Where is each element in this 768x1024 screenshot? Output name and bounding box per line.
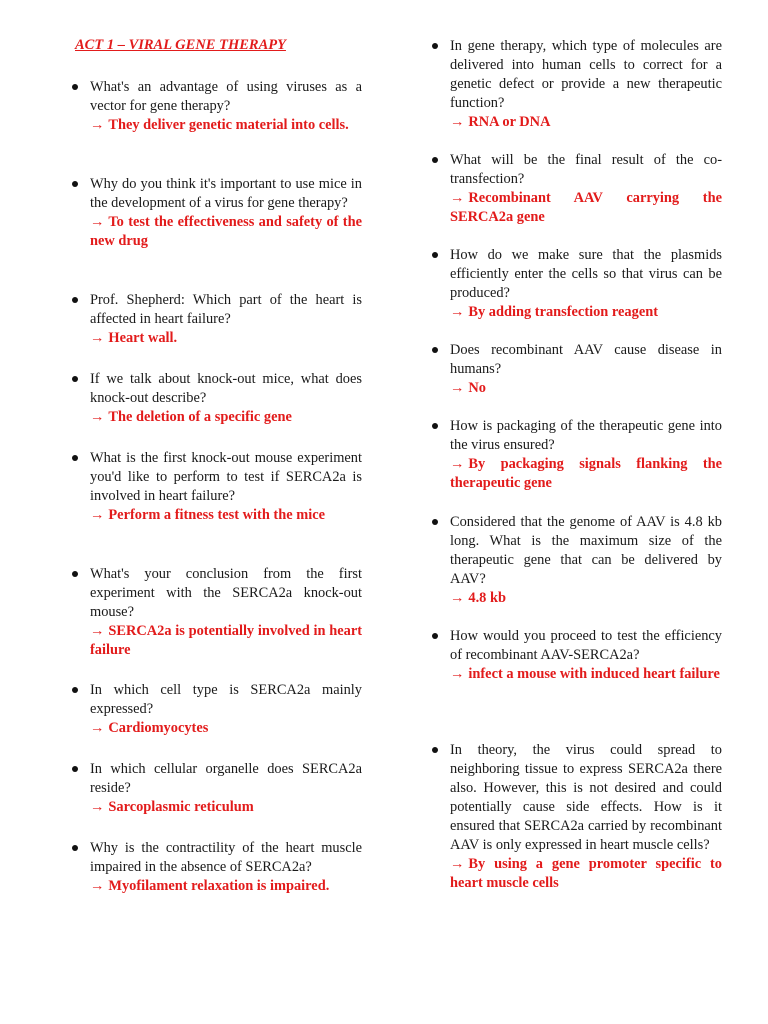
- question-text: If we talk about knock-out mice, what does knock-out describe?: [90, 371, 362, 406]
- qa-item: [432, 151, 722, 227]
- arrow-icon: →: [450, 590, 465, 606]
- answer-text: → Cardiomyocytes: [90, 720, 209, 736]
- question-text: What's an advantage of using viruses as a vector for gene therapy?: [90, 79, 362, 114]
- bullet-icon: [72, 766, 78, 772]
- answer-text: → By using a gene promoter specific to heart muscle cells: [450, 856, 722, 891]
- answer-text: → 4.8 kb: [450, 590, 506, 606]
- qa-item: [72, 565, 362, 660]
- question-text: How would you proceed to test the efficiency of recombinant AAV-SERCA2a?: [450, 628, 722, 663]
- qa-item: [72, 839, 362, 896]
- arrow-icon: →: [90, 720, 105, 736]
- qa-item: [432, 741, 722, 893]
- answer-text: → SERCA2a is potentially involved in heart failure: [90, 623, 362, 658]
- arrow-icon: →: [450, 856, 465, 872]
- answer-text: → infect a mouse with induced heart failure: [450, 666, 720, 682]
- question-text: Considered that the genome of AAV is 4.8 kb long. What is the maximum size of the therapeutic gene that can be delivered by AAV?: [450, 514, 722, 587]
- bullet-icon: [432, 347, 438, 353]
- bullet-icon: [432, 423, 438, 429]
- bullet-icon: [72, 297, 78, 303]
- answer-text: → They deliver genetic material into cells.: [90, 117, 349, 133]
- arrow-icon: →: [450, 380, 465, 396]
- bullet-icon: [432, 252, 438, 258]
- bullet-icon: [432, 519, 438, 525]
- arrow-icon: →: [450, 114, 465, 130]
- answer-text: → Myofilament relaxation is impaired.: [90, 878, 330, 894]
- answer-text: → By packaging signals flanking the therapeutic gene: [450, 456, 722, 491]
- question-text: What will be the final result of the co-transfection?: [450, 152, 722, 187]
- answer-text: → RNA or DNA: [450, 114, 551, 130]
- arrow-icon: →: [450, 456, 465, 472]
- arrow-icon: →: [90, 799, 105, 815]
- question-text: What's your conclusion from the first experiment with the SERCA2a knock-out mouse?: [90, 566, 362, 620]
- qa-item: [72, 78, 362, 135]
- question-text: In theory, the virus could spread to neighboring tissue to express SERCA2a there also. However, this is not desired and could potentially cause side effects. How is it ensured that SERCA2a carried by recombinant AAV is only expressed in heart muscle cells?: [450, 742, 722, 853]
- bullet-icon: [432, 633, 438, 639]
- qa-item: [432, 627, 722, 684]
- question-text: How do we make sure that the plasmids efficiently enter the cells so that virus can be produced?: [450, 247, 722, 301]
- qa-item: [72, 681, 362, 738]
- question-text: Why do you think it's important to use mice in the development of a virus for gene therapy?: [90, 176, 362, 211]
- answer-text: → Heart wall.: [90, 330, 178, 346]
- answer-text: → By adding transfection reagent: [450, 304, 658, 320]
- question-text: What is the first knock-out mouse experiment you'd like to perform to test if SERCA2a is involved in heart failure?: [90, 450, 362, 504]
- qa-item: [72, 370, 362, 427]
- arrow-icon: →: [90, 214, 105, 230]
- qa-item: [72, 291, 362, 348]
- question-text: Why is the contractility of the heart muscle impaired in the absence of SERCA2a?: [90, 840, 362, 875]
- bullet-icon: [72, 571, 78, 577]
- arrow-icon: →: [90, 623, 105, 639]
- arrow-icon: →: [90, 878, 105, 894]
- answer-text: → To test the effectiveness and safety of the new drug: [90, 214, 362, 249]
- qa-item: [432, 37, 722, 132]
- answer-text: → Recombinant AAV carrying the SERCA2a gene: [450, 190, 722, 225]
- answer-text: → The deletion of a specific gene: [90, 409, 292, 425]
- arrow-icon: →: [90, 507, 105, 523]
- bullet-icon: [432, 157, 438, 163]
- qa-item: [72, 175, 362, 251]
- question-text: In gene therapy, which type of molecules are delivered into human cells to correct for a genetic defect or provide a new therapeutic function?: [450, 38, 722, 111]
- qa-item: [72, 760, 362, 817]
- bullet-icon: [72, 181, 78, 187]
- question-text: Does recombinant AAV cause disease in humans?: [450, 342, 722, 377]
- qa-item: [72, 449, 362, 525]
- arrow-icon: →: [450, 304, 465, 320]
- page-title: ACT 1 – VIRAL GENE THERAPY: [75, 37, 286, 53]
- bullet-icon: [72, 845, 78, 851]
- answer-text: → No: [450, 380, 486, 396]
- bullet-icon: [72, 376, 78, 382]
- question-text: In which cell type is SERCA2a mainly expressed?: [90, 682, 362, 717]
- qa-item: [432, 513, 722, 608]
- bullet-icon: [72, 687, 78, 693]
- question-text: Prof. Shepherd: Which part of the heart is affected in heart failure?: [90, 292, 362, 327]
- arrow-icon: →: [90, 117, 105, 133]
- answer-text: → Perform a fitness test with the mice: [90, 507, 325, 523]
- arrow-icon: →: [90, 330, 105, 346]
- qa-item: [432, 417, 722, 493]
- bullet-icon: [432, 43, 438, 49]
- arrow-icon: →: [450, 190, 465, 206]
- qa-item: [432, 341, 722, 398]
- bullet-icon: [72, 455, 78, 461]
- qa-item: [432, 246, 722, 322]
- bullet-icon: [432, 747, 438, 753]
- question-text: How is packaging of the therapeutic gene into the virus ensured?: [450, 418, 722, 453]
- answer-text: → Sarcoplasmic reticulum: [90, 799, 254, 815]
- bullet-icon: [72, 84, 78, 90]
- arrow-icon: →: [450, 666, 465, 682]
- question-text: In which cellular organelle does SERCA2a reside?: [90, 761, 362, 796]
- arrow-icon: →: [90, 409, 105, 425]
